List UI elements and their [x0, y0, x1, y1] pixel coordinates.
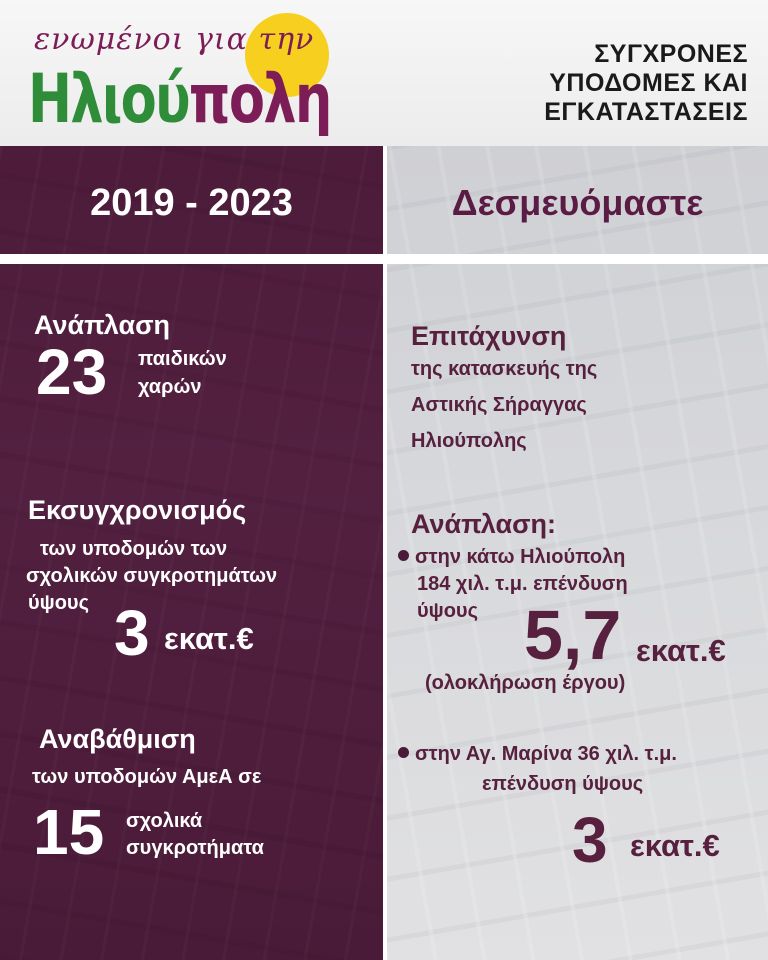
section-title-line-3: ΕΓΚΑΤΑΣΤΑΣΕΙΣ	[544, 98, 748, 126]
bullet1-note: (ολοκλήρωση έργου)	[425, 672, 626, 694]
bullet2-unit: εκατ.€	[630, 828, 720, 863]
schools-desc-3: ύψους	[28, 592, 89, 614]
schools-unit: εκατ.€	[164, 621, 254, 656]
bullet1-line-2: 184 χιλ. τ.μ. επένδυση	[417, 573, 628, 595]
schools-title: Εκσυγχρονισμός	[28, 495, 247, 525]
schools-desc-2: σχολικών συγκροτημάτων	[26, 565, 278, 587]
section-title-line-2: ΥΠΟΔΟΜΕΣ ΚΑΙ	[549, 69, 748, 97]
bullet-icon	[398, 747, 409, 758]
logo-part-1: Ηλιού	[28, 60, 189, 139]
accessibility-number: 15	[33, 796, 105, 868]
bullet1-unit: εκατ.€	[636, 633, 726, 668]
playgrounds-title: Ανάπλαση	[34, 310, 171, 340]
tunnel-title: Επιτάχυνση	[411, 321, 567, 351]
logo-tagline: ενωμένοι για την	[34, 22, 315, 57]
bullet1-amount: 5,7	[524, 596, 622, 674]
bullet2-line-1: στην Αγ. Μαρίνα 36 χιλ. τ.μ.	[415, 743, 677, 765]
tunnel-desc-3: Ηλιούπολης	[411, 430, 527, 452]
left-column-heading: 2019 - 2023	[90, 182, 293, 224]
logo-wordmark	[28, 60, 331, 140]
tunnel-desc-2: Αστικής Σήραγγας	[411, 394, 587, 416]
accessibility-desc-1: των υποδομών ΑμεΑ σε	[32, 766, 262, 788]
accessibility-title: Αναβάθμιση	[39, 724, 196, 754]
bullet1-line-3: ύψους	[417, 600, 478, 622]
bullet2-amount: 3	[572, 804, 608, 876]
bullet-icon	[398, 550, 409, 561]
logo-part-2: πολη	[188, 60, 331, 139]
accessibility-label-2: συγκροτήματα	[126, 837, 264, 859]
schools-desc-1: των υποδομών των	[40, 538, 228, 560]
schools-amount: 3	[114, 597, 150, 669]
tunnel-desc-1: της κατασκευής της	[411, 358, 598, 380]
playgrounds-number: 23	[36, 336, 108, 408]
column-divider	[383, 146, 387, 960]
right-column-heading: Δεσμευόμαστε	[451, 182, 704, 223]
regeneration-title: Ανάπλαση:	[411, 509, 557, 539]
header-banner	[0, 0, 768, 146]
accessibility-label-1: σχολικά	[126, 810, 203, 832]
regeneration-bullet-1	[398, 544, 625, 570]
section-title	[488, 40, 748, 127]
regeneration-bullet-2	[398, 741, 677, 767]
playgrounds-label-1: παιδικών	[138, 348, 227, 370]
bullet1-line-1: στην κάτω Ηλιούπολη	[415, 546, 626, 568]
section-title-line-1: ΣΥΓΧΡΟΝΕΣ	[594, 40, 748, 68]
heading-divider	[0, 254, 768, 264]
playgrounds-label-2: χαρών	[138, 376, 202, 398]
bullet2-line-2: επένδυση ύψους	[482, 773, 644, 795]
